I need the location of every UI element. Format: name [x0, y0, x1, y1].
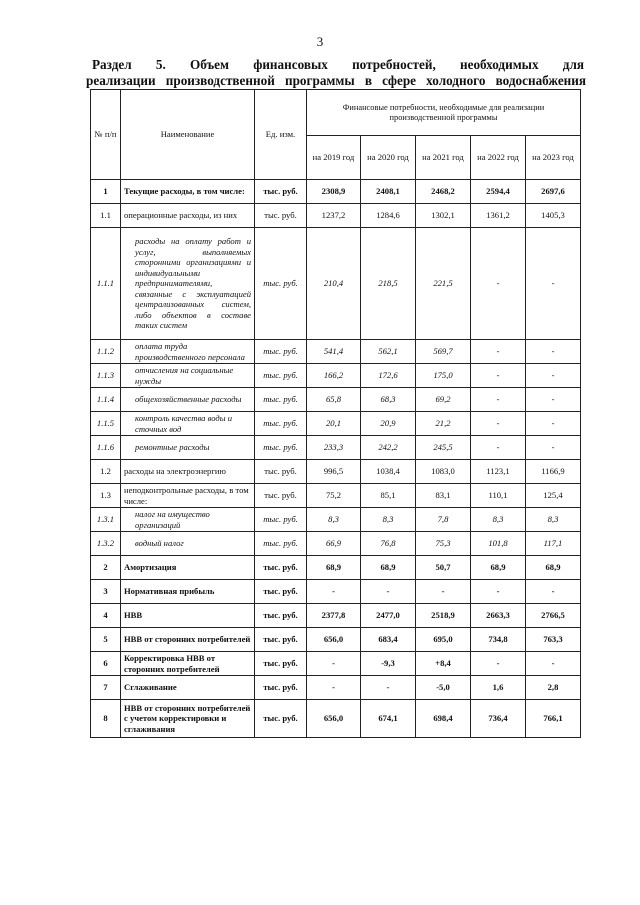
row-value-2021: +8,4: [416, 652, 471, 676]
row-name: НВВ: [121, 604, 255, 628]
table-row: [91, 556, 581, 580]
row-value-2019: 996,5: [307, 460, 361, 484]
row-value-2022: 1361,2: [471, 204, 526, 228]
row-unit: тыс. руб.: [255, 204, 307, 228]
row-name: Нормативная прибыль: [121, 580, 255, 604]
row-unit: тыс. руб.: [255, 436, 307, 460]
row-number: 1: [91, 180, 121, 204]
row-value-2023: 2697,6: [526, 180, 581, 204]
row-value-2019: 656,0: [307, 628, 361, 652]
row-value-2022: 101,8: [471, 532, 526, 556]
row-name: водный налог: [121, 532, 255, 556]
row-name: НВВ от сторонних потребителей с учетом корректировки и сглаживания: [121, 700, 255, 738]
row-value-2019: 656,0: [307, 700, 361, 738]
row-value-2022: -: [471, 412, 526, 436]
row-name: отчисления на социальные нужды: [121, 364, 255, 388]
row-value-2021: 69,2: [416, 388, 471, 412]
row-value-2021: 695,0: [416, 628, 471, 652]
row-name: неподконтрольные расходы, в том числе:: [121, 484, 255, 508]
row-value-2020: -: [361, 580, 416, 604]
table-row: [91, 388, 581, 412]
row-value-2019: 541,4: [307, 340, 361, 364]
row-value-2022: 734,8: [471, 628, 526, 652]
row-number: 1.2: [91, 460, 121, 484]
row-value-2023: 1166,9: [526, 460, 581, 484]
row-value-2020: 172,6: [361, 364, 416, 388]
header-year-2020: на 2020 год: [361, 136, 416, 180]
table-row: [91, 508, 581, 532]
row-value-2022: -: [471, 364, 526, 388]
row-value-2022: 736,4: [471, 700, 526, 738]
row-value-2020: 85,1: [361, 484, 416, 508]
table-row: [91, 676, 581, 700]
header-num: № п/п: [91, 90, 121, 180]
row-value-2022: -: [471, 652, 526, 676]
row-value-2023: 2766,5: [526, 604, 581, 628]
row-unit: тыс. руб.: [255, 460, 307, 484]
row-value-2019: 166,2: [307, 364, 361, 388]
row-value-2021: 7,8: [416, 508, 471, 532]
row-number: 1.1.6: [91, 436, 121, 460]
row-number: 6: [91, 652, 121, 676]
row-number: 2: [91, 556, 121, 580]
row-number: 1.1.4: [91, 388, 121, 412]
row-value-2023: 766,1: [526, 700, 581, 738]
row-value-2020: 68,3: [361, 388, 416, 412]
table-row: [91, 180, 581, 204]
row-value-2021: 2518,9: [416, 604, 471, 628]
row-value-2019: -: [307, 580, 361, 604]
row-name: Текущие расходы, в том числе:: [121, 180, 255, 204]
row-value-2021: 221,5: [416, 228, 471, 340]
section-title-line-2: реализации производственной программы в сфере холодного водоснабжения: [86, 73, 586, 88]
row-unit: тыс. руб.: [255, 508, 307, 532]
row-value-2019: 2377,8: [307, 604, 361, 628]
row-value-2020: 674,1: [361, 700, 416, 738]
row-value-2020: 242,2: [361, 436, 416, 460]
row-name: ремонтные расходы: [121, 436, 255, 460]
row-name: налог на имущество организаций: [121, 508, 255, 532]
row-name: Амортизация: [121, 556, 255, 580]
table-row: [91, 436, 581, 460]
row-number: 1.3.2: [91, 532, 121, 556]
row-value-2023: -: [526, 364, 581, 388]
row-value-2020: 218,5: [361, 228, 416, 340]
table-row: [91, 228, 581, 340]
row-value-2021: -: [416, 580, 471, 604]
row-value-2022: 2663,3: [471, 604, 526, 628]
section-title-line-1: Раздел 5. Объем финансовых потребностей, необходимых для: [92, 57, 584, 72]
row-name: расходы на электроэнергию: [121, 460, 255, 484]
row-name: оплата труда производственного персонала: [121, 340, 255, 364]
row-number: 1.3.1: [91, 508, 121, 532]
row-value-2021: 175,0: [416, 364, 471, 388]
row-value-2023: -: [526, 580, 581, 604]
table-row: [91, 484, 581, 508]
header-year-2019: на 2019 год: [307, 136, 361, 180]
row-unit: тыс. руб.: [255, 180, 307, 204]
table-row: [91, 204, 581, 228]
row-value-2022: 8,3: [471, 508, 526, 532]
row-number: 8: [91, 700, 121, 738]
row-name: НВВ от сторонних потребителей: [121, 628, 255, 652]
row-value-2023: 1405,3: [526, 204, 581, 228]
table-row: [91, 460, 581, 484]
row-value-2023: -: [526, 388, 581, 412]
table-row: [91, 700, 581, 738]
row-value-2020: -: [361, 676, 416, 700]
row-value-2019: 2308,9: [307, 180, 361, 204]
row-value-2021: 83,1: [416, 484, 471, 508]
row-number: 1.1.3: [91, 364, 121, 388]
row-value-2022: -: [471, 340, 526, 364]
row-value-2022: 1123,1: [471, 460, 526, 484]
row-name: Сглаживание: [121, 676, 255, 700]
section-title: [86, 57, 586, 89]
row-value-2021: 698,4: [416, 700, 471, 738]
row-value-2019: -: [307, 652, 361, 676]
row-value-2020: 76,8: [361, 532, 416, 556]
row-unit: тыс. руб.: [255, 532, 307, 556]
row-value-2020: 8,3: [361, 508, 416, 532]
row-value-2021: 569,7: [416, 340, 471, 364]
row-unit: тыс. руб.: [255, 604, 307, 628]
row-value-2020: 2477,0: [361, 604, 416, 628]
row-value-2019: 75,2: [307, 484, 361, 508]
row-value-2022: 68,9: [471, 556, 526, 580]
row-number: 7: [91, 676, 121, 700]
row-value-2023: -: [526, 228, 581, 340]
row-unit: тыс. руб.: [255, 676, 307, 700]
table-row: [91, 652, 581, 676]
header-year-2023: на 2023 год: [526, 136, 581, 180]
table-row: [91, 364, 581, 388]
table-row: [91, 412, 581, 436]
row-unit: тыс. руб.: [255, 388, 307, 412]
row-unit: тыс. руб.: [255, 364, 307, 388]
row-value-2020: 2408,1: [361, 180, 416, 204]
row-value-2023: 68,9: [526, 556, 581, 580]
row-name: общехозяйственные расходы: [121, 388, 255, 412]
row-number: 1.1: [91, 204, 121, 228]
header-year-2021: на 2021 год: [416, 136, 471, 180]
row-value-2022: 1,6: [471, 676, 526, 700]
row-value-2019: 68,9: [307, 556, 361, 580]
row-number: 5: [91, 628, 121, 652]
header-financial-needs: Финансовые потребности, необходимые для реализации производственной программы: [307, 90, 581, 136]
table-row: [91, 628, 581, 652]
row-unit: тыс. руб.: [255, 652, 307, 676]
row-unit: тыс. руб.: [255, 412, 307, 436]
row-name: операционные расходы, из них: [121, 204, 255, 228]
page-number: 3: [316, 34, 324, 49]
table-row: [91, 532, 581, 556]
row-number: 1.1.5: [91, 412, 121, 436]
row-value-2020: 1038,4: [361, 460, 416, 484]
header-unit: Ед. изм.: [255, 90, 307, 180]
row-value-2020: 683,4: [361, 628, 416, 652]
row-name: Корректировка НВВ от сторонних потребителей: [121, 652, 255, 676]
row-value-2021: 1302,1: [416, 204, 471, 228]
row-value-2022: -: [471, 228, 526, 340]
row-value-2020: -9,3: [361, 652, 416, 676]
row-value-2020: 68,9: [361, 556, 416, 580]
table-row: [91, 604, 581, 628]
row-value-2023: -: [526, 340, 581, 364]
row-value-2020: 20,9: [361, 412, 416, 436]
row-value-2023: 8,3: [526, 508, 581, 532]
row-value-2022: 2594,4: [471, 180, 526, 204]
header-year-2022: на 2022 год: [471, 136, 526, 180]
row-value-2021: 1083,0: [416, 460, 471, 484]
row-value-2020: 1284,6: [361, 204, 416, 228]
table-row: [91, 340, 581, 364]
row-value-2021: 50,7: [416, 556, 471, 580]
row-value-2022: 110,1: [471, 484, 526, 508]
row-value-2019: 8,3: [307, 508, 361, 532]
row-value-2019: 233,3: [307, 436, 361, 460]
row-number: 3: [91, 580, 121, 604]
row-value-2021: 75,3: [416, 532, 471, 556]
row-unit: тыс. руб.: [255, 340, 307, 364]
row-value-2023: -: [526, 652, 581, 676]
row-unit: тыс. руб.: [255, 628, 307, 652]
financial-needs-table: [90, 89, 581, 738]
row-number: 1.1.2: [91, 340, 121, 364]
row-number: 1.3: [91, 484, 121, 508]
row-value-2019: 20,1: [307, 412, 361, 436]
row-value-2021: 2468,2: [416, 180, 471, 204]
row-value-2023: 763,3: [526, 628, 581, 652]
row-unit: тыс. руб.: [255, 484, 307, 508]
row-value-2019: 1237,2: [307, 204, 361, 228]
row-value-2023: -: [526, 412, 581, 436]
row-unit: тыс. руб.: [255, 700, 307, 738]
row-name: контроль качества воды и сточных вод: [121, 412, 255, 436]
row-unit: тыс. руб.: [255, 228, 307, 340]
row-value-2023: 117,1: [526, 532, 581, 556]
row-number: 1.1.1: [91, 228, 121, 340]
row-value-2021: 21,2: [416, 412, 471, 436]
header-name: Наименование: [121, 90, 255, 180]
row-value-2020: 562,1: [361, 340, 416, 364]
row-value-2019: 65,8: [307, 388, 361, 412]
row-value-2021: 245,5: [416, 436, 471, 460]
row-unit: тыс. руб.: [255, 580, 307, 604]
row-value-2019: 66,9: [307, 532, 361, 556]
row-value-2023: 2,8: [526, 676, 581, 700]
row-value-2021: -5,0: [416, 676, 471, 700]
table-row: [91, 580, 581, 604]
row-value-2023: -: [526, 436, 581, 460]
row-value-2023: 125,4: [526, 484, 581, 508]
row-value-2019: 210,4: [307, 228, 361, 340]
row-value-2022: -: [471, 436, 526, 460]
row-value-2022: -: [471, 580, 526, 604]
row-name: расходы на оплату работ и услуг, выполняемых сторонними организациями и индивидуальными предпринимателями, связанные с эксплуатацией централизованных систем, либо объектов в составе таких систем: [121, 228, 255, 340]
row-value-2019: -: [307, 676, 361, 700]
row-value-2022: -: [471, 388, 526, 412]
row-unit: тыс. руб.: [255, 556, 307, 580]
row-number: 4: [91, 604, 121, 628]
